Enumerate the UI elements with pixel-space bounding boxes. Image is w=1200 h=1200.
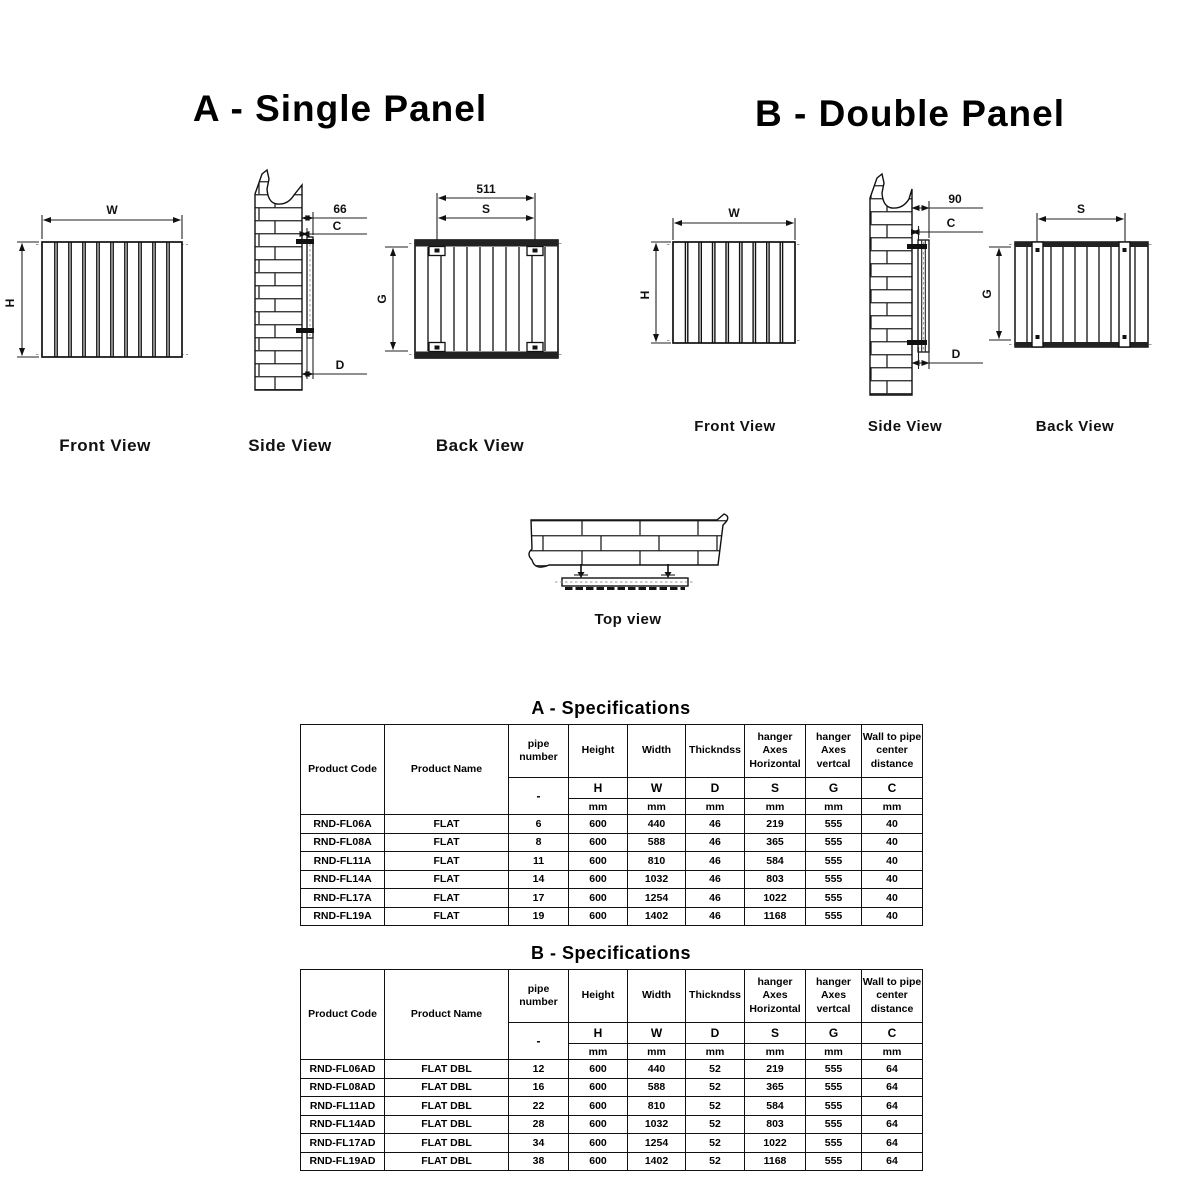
col-header-pipe-number: pipe number: [509, 725, 569, 778]
spec-cell: 584: [745, 852, 806, 871]
unit-s: mm: [745, 799, 806, 815]
dim-label-w: W: [106, 203, 118, 217]
spec-cell: 1254: [628, 1134, 686, 1153]
spec-cell: 600: [569, 907, 628, 926]
col-header-hanger-vertical: hanger Axes vertcal: [806, 970, 862, 1023]
spec-cell: 600: [569, 1097, 628, 1116]
top-view-radiator: [555, 578, 695, 589]
col-header-hanger-horizontal: hanger Axes Horizontal: [745, 725, 806, 778]
spec-row: [301, 1097, 923, 1116]
col-header-product-code: Product Code: [301, 970, 385, 1060]
a-back-radiator: [409, 240, 564, 358]
unit-d: mm: [686, 1044, 745, 1060]
spec-cell: 555: [806, 1097, 862, 1116]
spec-table-b: [300, 969, 923, 1171]
spec-cell: 11: [509, 852, 569, 871]
symbol-d: D: [686, 778, 745, 799]
spec-cell: 810: [628, 1097, 686, 1116]
spec-table-a-title: A - Specifications: [531, 698, 691, 718]
a-side-view-caption: Side View: [248, 436, 332, 455]
spec-cell: 600: [569, 1152, 628, 1171]
spec-cell: FLAT DBL: [385, 1060, 509, 1079]
dim-label-c: C: [332, 219, 342, 233]
spec-cell: 803: [745, 870, 806, 889]
spec-cell: 16: [509, 1078, 569, 1097]
col-header-pipe-number: pipe number: [509, 970, 569, 1023]
dim-label-h: H: [3, 298, 17, 308]
spec-cell: 219: [745, 815, 806, 834]
spec-cell: 64: [862, 1060, 923, 1079]
unit-c: mm: [862, 799, 923, 815]
a-back-view-drawing: [375, 172, 580, 367]
col-header-height: Height: [569, 970, 628, 1023]
spec-cell: 555: [806, 907, 862, 926]
spec-cell: 1022: [745, 889, 806, 908]
spec-cell: 14: [509, 870, 569, 889]
spec-cell: 1032: [628, 1115, 686, 1134]
unit-h: mm: [569, 1044, 628, 1060]
spec-cell: 440: [628, 815, 686, 834]
col-header-height: Height: [569, 725, 628, 778]
symbol-w: W: [628, 1023, 686, 1044]
unit-d: mm: [686, 799, 745, 815]
spec-cell: 52: [686, 1060, 745, 1079]
spec-cell: FLAT DBL: [385, 1078, 509, 1097]
dim-label-h: H: [638, 290, 652, 300]
b-front-radiator: [667, 242, 801, 343]
spec-cell: 600: [569, 815, 628, 834]
dim-label-90: 90: [948, 192, 962, 206]
spec-row: [301, 889, 923, 908]
spec-cell: FLAT DBL: [385, 1152, 509, 1171]
spec-cell: 1022: [745, 1134, 806, 1153]
spec-table-a-body: [301, 815, 923, 926]
unit-w: mm: [628, 1044, 686, 1060]
spec-cell: 555: [806, 1060, 862, 1079]
unit-g: mm: [806, 799, 862, 815]
spec-row: [301, 852, 923, 871]
symbol-g: G: [806, 1023, 862, 1044]
spec-cell: RND-FL14A: [301, 870, 385, 889]
spec-cell: 555: [806, 870, 862, 889]
b-side-wall: [870, 174, 912, 395]
top-view-caption: Top view: [594, 611, 662, 628]
unit-c: mm: [862, 1044, 923, 1060]
a-front-radiator: [36, 242, 188, 357]
b-front-view-drawing: [638, 205, 815, 355]
dim-label-c: C: [946, 216, 956, 230]
spec-cell: 588: [628, 1078, 686, 1097]
a-front-w-dimension: [42, 203, 182, 239]
spec-cell: 28: [509, 1115, 569, 1134]
spec-cell: RND-FL11A: [301, 852, 385, 871]
spec-cell: 600: [569, 889, 628, 908]
symbol-h: H: [569, 1023, 628, 1044]
spec-cell: RND-FL06AD: [301, 1060, 385, 1079]
spec-cell: 8: [509, 833, 569, 852]
b-back-radiator: [1009, 242, 1154, 347]
spec-cell: FLAT DBL: [385, 1115, 509, 1134]
spec-cell: RND-FL17A: [301, 889, 385, 908]
spec-cell: 38: [509, 1152, 569, 1171]
symbol-pipe: -: [509, 778, 569, 815]
spec-row: [301, 907, 923, 926]
a-side-wall: [255, 170, 302, 390]
spec-cell: FLAT DBL: [385, 1097, 509, 1116]
spec-cell: 555: [806, 889, 862, 908]
spec-row: [301, 1152, 923, 1171]
b-side-view-drawing: [855, 172, 985, 407]
symbol-h: H: [569, 778, 628, 799]
spec-cell: 46: [686, 815, 745, 834]
spec-cell: 19: [509, 907, 569, 926]
spec-cell: FLAT: [385, 907, 509, 926]
spec-cell: 1402: [628, 907, 686, 926]
header-row: [301, 970, 923, 1023]
spec-cell: RND-FL06A: [301, 815, 385, 834]
spec-cell: 40: [862, 907, 923, 926]
spec-row: [301, 815, 923, 834]
a-back-g-dimension: [375, 247, 408, 351]
b-front-view-caption: Front View: [694, 418, 776, 435]
symbol-pipe: -: [509, 1023, 569, 1060]
top-view-mounting-pins: [574, 564, 675, 578]
b-front-h-dimension: [638, 242, 671, 343]
spec-cell: 600: [569, 870, 628, 889]
spec-row: [301, 1134, 923, 1153]
spec-cell: 46: [686, 907, 745, 926]
spec-cell: 1168: [745, 1152, 806, 1171]
spec-section-b: [300, 943, 922, 1171]
section-b-title: B - Double Panel: [755, 93, 1065, 134]
col-header-product-name: Product Name: [385, 725, 509, 815]
spec-cell: 46: [686, 833, 745, 852]
col-header-thickness: Thickndss: [686, 725, 745, 778]
dim-label-g: G: [980, 289, 994, 299]
spec-cell: 46: [686, 852, 745, 871]
a-front-h-dimension: [3, 242, 39, 357]
spec-cell: 6: [509, 815, 569, 834]
spec-table-b-title: B - Specifications: [530, 943, 692, 963]
b-side-view-caption: Side View: [867, 418, 943, 435]
b-back-g-dimension: [980, 247, 1011, 340]
b-back-view-drawing: [975, 195, 1160, 365]
spec-cell: 600: [569, 1134, 628, 1153]
spec-cell: FLAT DBL: [385, 1134, 509, 1153]
spec-section-a: [300, 698, 922, 926]
unit-h: mm: [569, 799, 628, 815]
spec-cell: 1402: [628, 1152, 686, 1171]
spec-cell: 555: [806, 1115, 862, 1134]
spec-cell: 365: [745, 1078, 806, 1097]
spec-cell: 64: [862, 1115, 923, 1134]
spec-cell: 1254: [628, 889, 686, 908]
spec-cell: 40: [862, 815, 923, 834]
spec-cell: 52: [686, 1134, 745, 1153]
dim-label-511: 511: [476, 182, 496, 196]
symbol-d: D: [686, 1023, 745, 1044]
symbol-g: G: [806, 778, 862, 799]
spec-cell: 46: [686, 889, 745, 908]
dim-label-s: S: [481, 202, 491, 216]
spec-cell: 219: [745, 1060, 806, 1079]
dim-label-66: 66: [333, 202, 347, 216]
a-back-view-caption: Back View: [435, 436, 525, 455]
spec-cell: FLAT: [385, 889, 509, 908]
spec-table-a: [300, 724, 923, 926]
col-header-wall-distance: Wall to pipe center distance: [862, 725, 923, 778]
spec-cell: 600: [569, 1115, 628, 1134]
b-back-view-caption: Back View: [1035, 418, 1115, 435]
spec-cell: RND-FL08AD: [301, 1078, 385, 1097]
spec-cell: 1032: [628, 870, 686, 889]
spec-cell: 17: [509, 889, 569, 908]
a-front-view-drawing: [5, 203, 240, 368]
spec-cell: 46: [686, 870, 745, 889]
spec-cell: 40: [862, 852, 923, 871]
unit-w: mm: [628, 799, 686, 815]
spec-cell: 52: [686, 1152, 745, 1171]
spec-cell: 600: [569, 833, 628, 852]
spec-cell: 52: [686, 1115, 745, 1134]
symbol-w: W: [628, 778, 686, 799]
b-front-w-dimension: [673, 206, 795, 240]
header-row: [301, 725, 923, 778]
spec-cell: 600: [569, 1060, 628, 1079]
dim-label-d: D: [335, 358, 345, 372]
spec-cell: RND-FL19AD: [301, 1152, 385, 1171]
dim-label-g: G: [375, 294, 389, 304]
symbol-s: S: [745, 778, 806, 799]
spec-cell: FLAT: [385, 870, 509, 889]
a-back-span-dimensions: [437, 182, 535, 246]
spec-row: [301, 833, 923, 852]
symbol-c: C: [862, 1023, 923, 1044]
spec-table-b-body: [301, 1060, 923, 1171]
section-a-title: A - Single Panel: [192, 88, 488, 129]
spec-cell: 52: [686, 1078, 745, 1097]
spec-cell: 555: [806, 1078, 862, 1097]
spec-cell: RND-FL08A: [301, 833, 385, 852]
spec-cell: 22: [509, 1097, 569, 1116]
spec-row: [301, 1060, 923, 1079]
spec-cell: FLAT: [385, 852, 509, 871]
spec-cell: 64: [862, 1152, 923, 1171]
spec-cell: 588: [628, 833, 686, 852]
spec-cell: 365: [745, 833, 806, 852]
spec-cell: 810: [628, 852, 686, 871]
b-back-s-dimension: [1037, 202, 1125, 241]
spec-cell: 555: [806, 1152, 862, 1171]
spec-cell: 64: [862, 1097, 923, 1116]
spec-row: [301, 1115, 923, 1134]
unit-s: mm: [745, 1044, 806, 1060]
spec-cell: 555: [806, 852, 862, 871]
dim-label-w: W: [728, 206, 740, 220]
spec-cell: 52: [686, 1097, 745, 1116]
top-view-wall: [529, 514, 728, 567]
spec-cell: RND-FL11AD: [301, 1097, 385, 1116]
spec-cell: 555: [806, 815, 862, 834]
spec-cell: 40: [862, 833, 923, 852]
col-header-product-code: Product Code: [301, 725, 385, 815]
a-front-view-caption: Front View: [59, 436, 151, 455]
spec-cell: 12: [509, 1060, 569, 1079]
spec-cell: 1168: [745, 907, 806, 926]
spec-row: [301, 1078, 923, 1097]
spec-cell: 440: [628, 1060, 686, 1079]
col-header-width: Width: [628, 725, 686, 778]
col-header-wall-distance: Wall to pipe center distance: [862, 970, 923, 1023]
spec-cell: 40: [862, 889, 923, 908]
spec-cell: 64: [862, 1134, 923, 1153]
a-side-view-drawing: [243, 168, 373, 403]
spec-cell: 803: [745, 1115, 806, 1134]
spec-cell: 555: [806, 1134, 862, 1153]
spec-cell: 64: [862, 1078, 923, 1097]
col-header-thickness: Thickndss: [686, 970, 745, 1023]
col-header-hanger-horizontal: hanger Axes Horizontal: [745, 970, 806, 1023]
spec-cell: 555: [806, 833, 862, 852]
spec-cell: RND-FL14AD: [301, 1115, 385, 1134]
spec-cell: 584: [745, 1097, 806, 1116]
symbol-s: S: [745, 1023, 806, 1044]
unit-g: mm: [806, 1044, 862, 1060]
spec-cell: 600: [569, 1078, 628, 1097]
spec-cell: RND-FL19A: [301, 907, 385, 926]
col-header-width: Width: [628, 970, 686, 1023]
col-header-product-name: Product Name: [385, 970, 509, 1060]
spec-cell: 40: [862, 870, 923, 889]
dim-label-s: S: [1076, 202, 1086, 216]
spec-cell: FLAT: [385, 833, 509, 852]
spec-cell: 34: [509, 1134, 569, 1153]
symbol-c: C: [862, 778, 923, 799]
dim-label-d: D: [951, 347, 961, 361]
col-header-hanger-vertical: hanger Axes vertcal: [806, 725, 862, 778]
spec-row: [301, 870, 923, 889]
spec-cell: FLAT: [385, 815, 509, 834]
spec-cell: 600: [569, 852, 628, 871]
spec-cell: RND-FL17AD: [301, 1134, 385, 1153]
